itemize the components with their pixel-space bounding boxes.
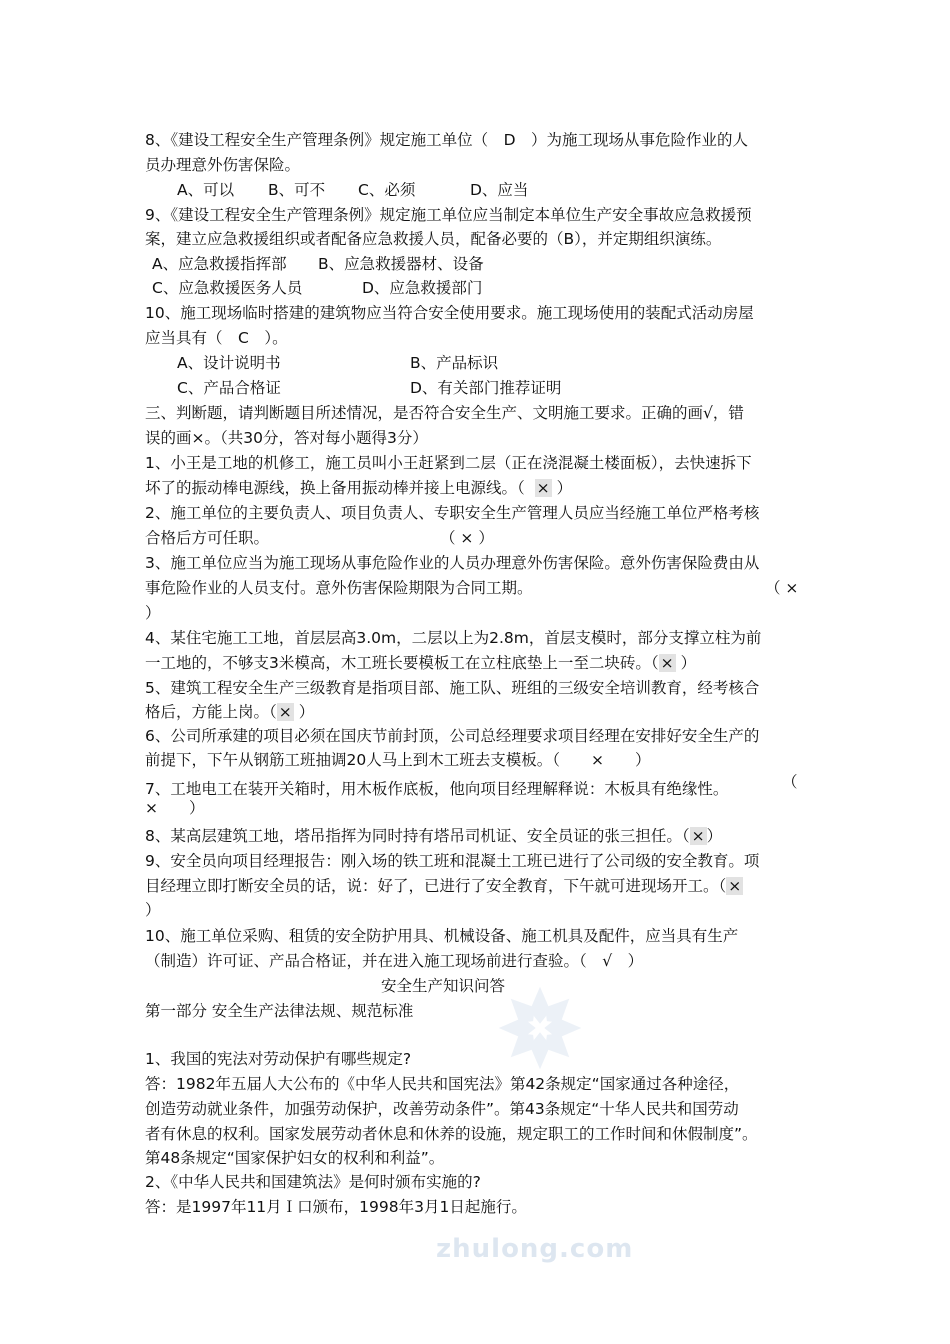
j7-line1: 7、工地电工在装开关箱时，用木板作底板，他向项目经理解释说：木板具有绝缘性。 (145, 780, 729, 798)
q8-option-d: D、应当 (470, 181, 529, 199)
j2-line1: 2、施工单位的主要负责人、项目负责人、专职安全生产管理人员应当经施工单位严格考核 (145, 504, 760, 522)
j4-answer-mark: × (660, 654, 674, 672)
j5-answer-mark: × (278, 703, 292, 721)
q9-option-d: D、应急救援部门 (362, 279, 483, 297)
watermark-text: zhulong.com (436, 1234, 634, 1264)
qa2-question: 2、《中华人民共和国建筑法》是何时颁布实施的? (145, 1173, 481, 1191)
section3-line1: 三、判断题，请判断题目所述情况，是否符合安全生产、文明施工要求。正确的画√，错 (145, 404, 744, 422)
j8-line1 (145, 826, 722, 846)
j1-line2 (145, 478, 572, 498)
j2-line2: 合格后方可任职。 (145, 529, 270, 547)
j10-line2: （制造）许可证、产品合格证，并在进入施工现场前进行查验。（ √ ） (145, 952, 644, 970)
qa1-answer-line2: 创造劳动就业条件，加强劳动保护，改善劳动条件”。第43条规定“十华人民共和国劳动 (145, 1100, 739, 1118)
j6-line2: 前提下，下午从钢筋工班抽调20人马上到木工班去支模板。（ × ） (145, 751, 651, 769)
j3-answer-open: （ × (765, 579, 799, 597)
j8-text: 8、某高层建筑工地，塔吊指挥为同时持有塔吊司机证、安全员证的张三担任。（ (145, 827, 690, 845)
qa1-question: 1、我国的宪法对劳动保护有哪些规定? (145, 1050, 412, 1068)
j9-line3: ） (145, 901, 161, 919)
q8-option-c: C、必须 (358, 181, 416, 199)
qa1-answer-line4: 第48条规定“国家保护妇女的权利和利益”。 (145, 1149, 445, 1167)
q9-line1: 9、《建设工程安全生产管理条例》规定施工单位应当制定本单位生产安全事故应急救援预 (145, 206, 752, 224)
j9-line2 (145, 876, 743, 896)
qa1-answer-line1: 答：1982年五届人大公布的《中华人民共和国宪法》第42条规定“国家通过各种途径， (145, 1075, 740, 1093)
j5-line1: 5、建筑工程安全生产三级教育是指项目部、施工队、班组的三级安全培训教育，经考核合 (145, 679, 760, 697)
q10-option-a: A、设计说明书 (177, 354, 281, 372)
q8-option-b: B、可不 (268, 181, 326, 199)
j4-text: 一工地的，不够支3米模高，木工班长要模板工在立柱底垫上一至二块砖。（ (145, 654, 659, 672)
q9-line2: 案，建立应急救援组织或者配备应急救援人员，配备必要的（B），并定期组织演练。 (145, 230, 722, 248)
section3-line2: 误的画×。（共30分，答对每小题得3分） (145, 429, 428, 447)
j5-text: 格后，方能上岗。（ (145, 703, 277, 721)
j6-line1: 6、公司所承建的项目必须在国庆节前封顶，公司总经理要求项目经理在安排好安全生产的 (145, 727, 760, 745)
q8-line2: 员办理意外伤害保险。 (145, 156, 301, 174)
j3-line3: ） (145, 604, 161, 622)
q10-option-d: D、有关部门推荐证明 (410, 379, 562, 397)
j9-text: 目经理立即打断安全员的话，说：好了，已进行了安全教育，下午就可进现场开工。（ (145, 877, 727, 895)
j4-close: ） (680, 654, 697, 672)
q9-option-a: A、应急救援指挥部 (152, 255, 287, 273)
j10-line1: 10、施工单位采购、租赁的安全防护用具、机械设备、施工机具及配件，应当具有生产 (145, 927, 739, 945)
q10-line2: 应当具有（ C ）。 (145, 329, 288, 347)
j8-close: ） (706, 827, 723, 845)
j4-line2 (145, 653, 696, 673)
j1-text: 坏了的振动棒电源线，换上备用振动棒并接上电源线。（ (145, 479, 525, 497)
q9-option-b: B、应急救援器材、设备 (318, 255, 484, 273)
q10-option-c: C、产品合格证 (177, 379, 281, 397)
j9-line1: 9、安全员向项目经理报告：刚入场的铁工班和混凝土工班已进行了公司级的安全教育。项 (145, 852, 760, 870)
q10-line1: 10、施工现场临时搭建的建筑物应当符合安全使用要求。施工现场使用的装配式活动房屋 (145, 304, 754, 322)
j5-close: ） (298, 703, 315, 721)
qa2-answer: 答：是1997年11月Ｉ口颁布，1998年3月1日起施行。 (145, 1198, 527, 1216)
q8-option-a: A、可以 (177, 181, 235, 199)
j9-answer-mark: × (728, 877, 742, 895)
q8-line1: 8、《建设工程安全生产管理条例》规定施工单位（ D ）为施工现场从事危险作业的人 (145, 131, 749, 149)
j4-line1: 4、某住宅施工工地，首层层高3.0m，二层以上为2.8m，首层支模时，部分支撑立柱为前 (145, 629, 762, 647)
j1-answer-mark: × (536, 479, 550, 497)
j2-answer: （ × ） (440, 529, 494, 547)
q10-option-b: B、产品标识 (410, 354, 499, 372)
j5-line2 (145, 702, 314, 722)
part-title: 安全生产知识问答 (381, 977, 506, 995)
qa1-answer-line3: 者有休息的权利。国家发展劳动者休息和休养的设施，规定职工的工作时间和休假制度”。 (145, 1125, 758, 1143)
j7-line2: × ） (145, 799, 205, 817)
j1-line1: 1、小王是工地的机修工，施工员叫小王赶紧到二层（正在浇混凝土楼面板），去快速拆下 (145, 454, 752, 472)
j7-answer-open: （ (782, 773, 798, 791)
j3-line2: 事危险作业的人员支付。意外伤害保险期限为合同工期。 (145, 579, 533, 597)
part-subtitle: 第一部分 安全生产法律法规、规范标准 (145, 1002, 414, 1020)
q9-option-c: C、应急救援医务人员 (152, 279, 303, 297)
watermark-flower-icon (497, 985, 583, 1071)
j1-close: ） (556, 479, 573, 497)
j8-answer-mark: × (691, 827, 705, 845)
j3-line1: 3、施工单位应当为施工现场从事危险作业的人员办理意外伤害保险。意外伤害保险费由从 (145, 554, 760, 572)
